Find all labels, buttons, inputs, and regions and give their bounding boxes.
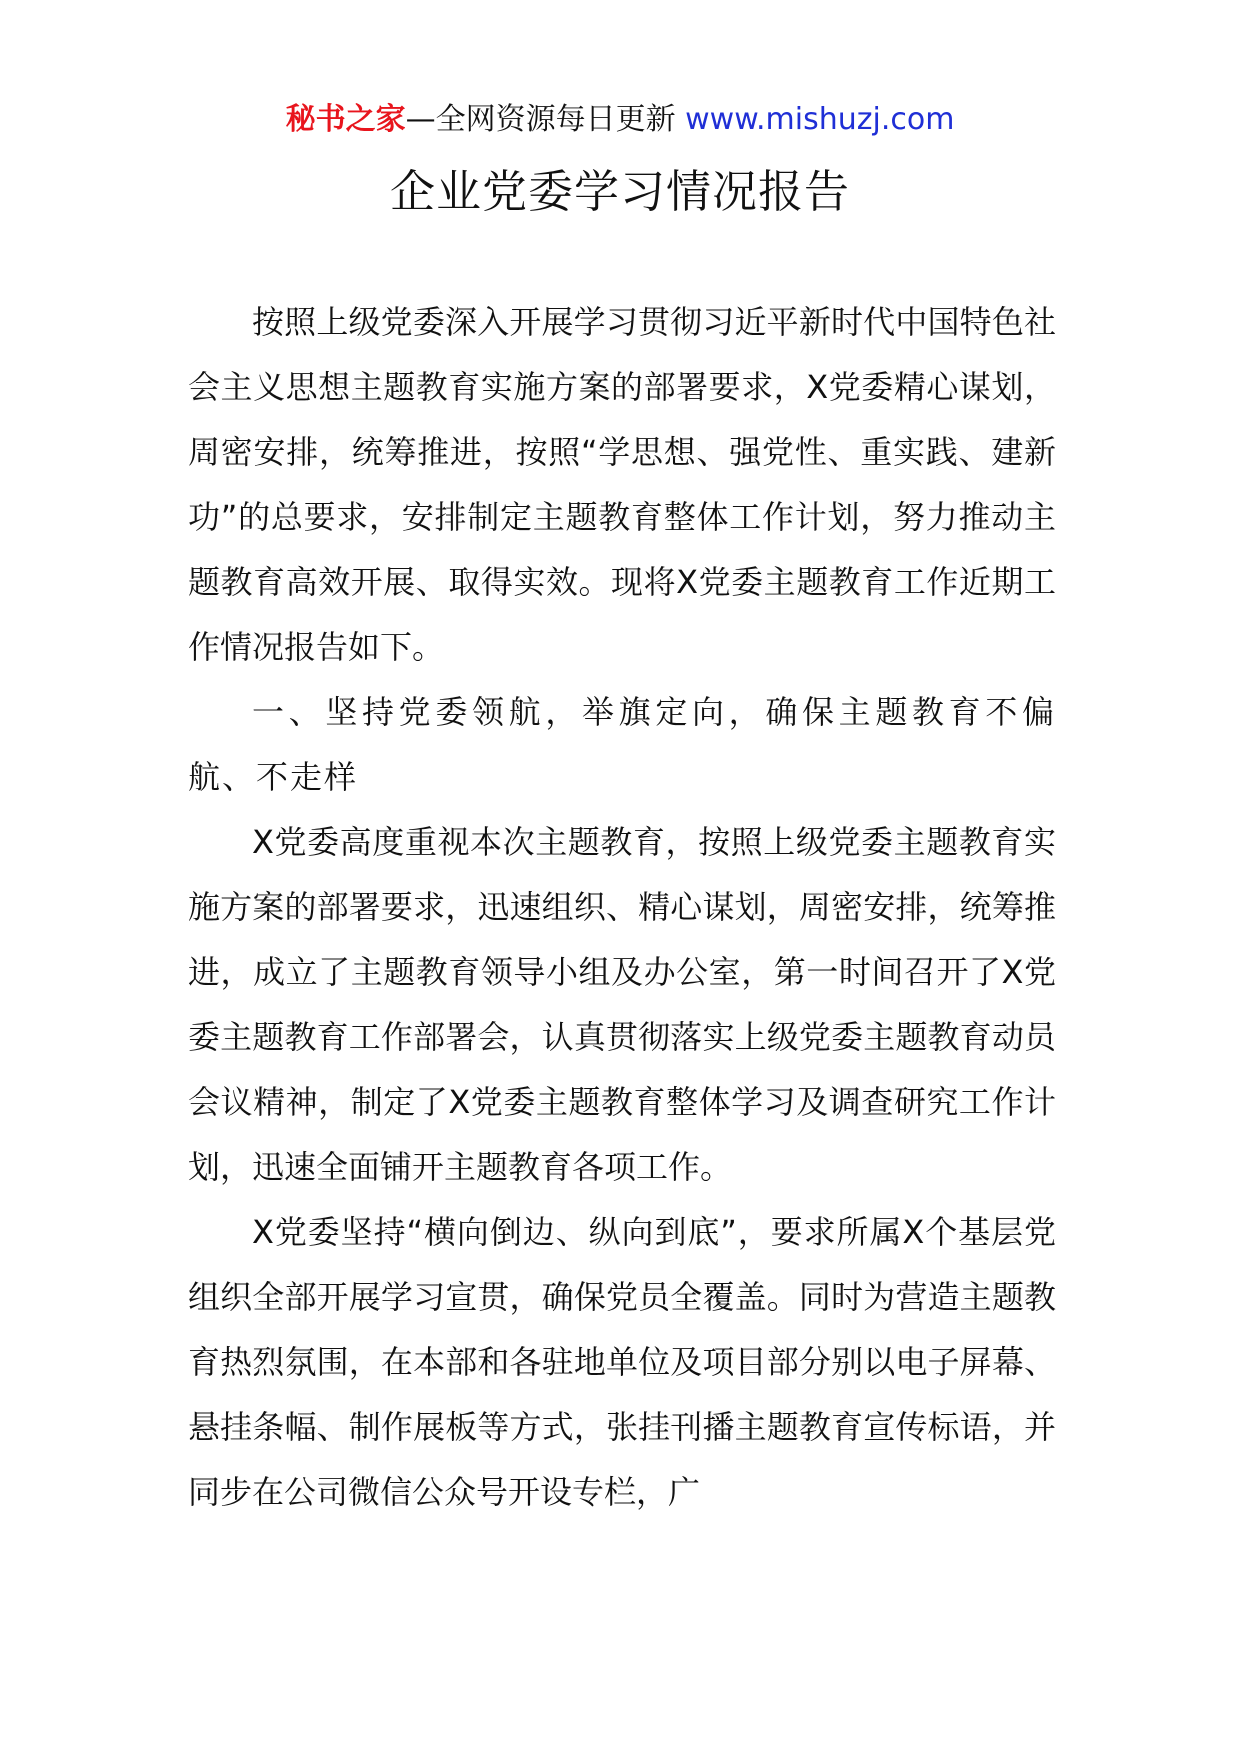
paragraph-section1-b: X党委坚持“横向倒边、纵向到底”，要求所属X个基层党组织全部开展学习宣贯，确保党员全覆盖。同时为营造主题教育热烈氛围，在本部和各驻地单位及项目部分别以电子屏幕、悬挂条幅、制作展板等方式，张挂刊播主题教育宣传标语，并同步在公司微信公众号开设专栏，广 — [188, 1213, 1056, 1511]
site-header — [0, 100, 1240, 140]
paragraph-intro: 按照上级党委深入开展学习贯彻习近平新时代中国特色社会主义思想主题教育实施方案的部署要求，X党委精心谋划，周密安排，统筹推进，按照“学思想、强党性、重实践、建新功”的总要求，安排制定主题教育整体工作计划，努力推动主题教育高效开展、取得实效。现将X党委主题教育工作近期工作情况报告如下。 — [188, 303, 1056, 666]
paragraph-section1-a: X党委高度重视本次主题教育，按照上级党委主题教育实施方案的部署要求，迅速组织、精心谋划，周密安排，统筹推进，成立了主题教育领导小组及办公室，第一时间召开了X党委主题教育工作部署会，认真贯彻落实上级党委主题教育动员会议精神，制定了X党委主题教育整体学习及调查研究工作计划，迅速全面铺开主题教育各项工作。 — [188, 823, 1056, 1186]
brand-name: 秘书之家 — [285, 102, 406, 137]
section-heading-1: 一、坚持党委领航，举旗定向，确保主题教育不偏航、不走样 — [188, 693, 1056, 796]
website-link[interactable]: www.mishuzj.com — [685, 102, 955, 137]
document-body — [188, 290, 1056, 1525]
document-title: 企业党委学习情况报告 — [389, 165, 850, 218]
header-slogan: —全网资源每日更新 — [405, 102, 676, 137]
